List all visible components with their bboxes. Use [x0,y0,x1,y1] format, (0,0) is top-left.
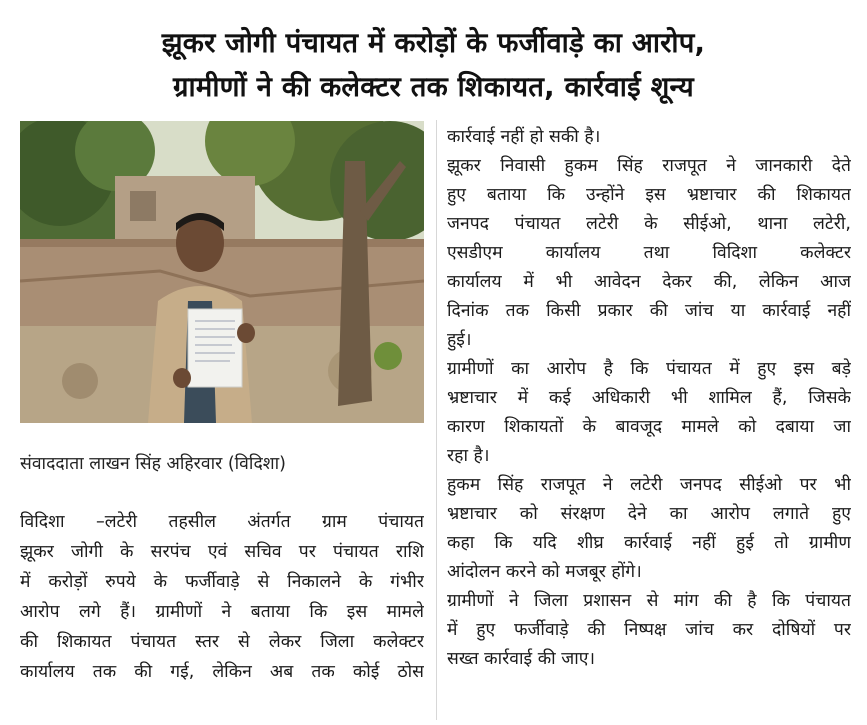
text-line: कहा कि यदि शीघ्र कार्रवाई नहीं हुई तो ग्रामीण [447,533,851,553]
text-line: कारण शिकायतों के बावजूद मामले को दबाया जा [447,417,851,437]
text-line: एसडीएम कार्यालय तथा विदिशा कलेक्टर [447,243,851,263]
headline-line-2: ग्रामीणों ने की कलेक्टर तक शिकायत, कार्रवाई शून्य [173,71,694,103]
reporter-caption: संवाददाता लाखन सिंह अहिरवार (विदिशा) [20,454,286,474]
text-line: झूकर जोगी के सरपंच एवं सचिव पर पंचायत राशि [20,542,424,562]
text-line: झूकर निवासी हुकम सिंह राजपूत ने जानकारी देते [447,156,851,176]
text-line: कार्यालय तक की गई, लेकिन अब तक कोई ठोस [20,662,424,682]
text-line: भ्रष्टाचार को संरक्षण देने का आरोप लगाते हुए [447,504,851,524]
text-line: हुए बताया कि उन्होंने इस भ्रष्टाचार की शिकायत [447,185,851,205]
news-photo [20,121,424,423]
text-line: कार्रवाई नहीं हो सकी है। [447,127,601,147]
text-line: जनपद पंचायत लटेरी के सीईओ, थाना लटेरी, [447,214,851,234]
text-line: आरोप लगे हैं। ग्रामीणों ने बताया कि इस मामले [20,602,424,622]
text-line: कार्यालय में भी आवेदन देकर की, लेकिन आज [447,272,851,292]
text-line: हुई। [447,330,472,350]
article-right-column [447,123,851,674]
text-line: रहा है। [447,446,490,466]
text-line: भ्रष्टाचार में कई अधिकारी भी शामिल हैं, जिसके [447,388,851,408]
text-line: ग्रामीणों ने जिला प्रशासन से मांग की है कि पंचायत [447,591,851,611]
text-line: में हुए फर्जीवाड़े की निष्पक्ष जांच कर दोषियों पर [447,620,851,640]
article-left-column [20,507,424,687]
column-divider [436,120,437,720]
text-line: में करोड़ों रुपये के फर्जीवाड़े से निकालने के गंभीर [20,572,424,592]
text-line: ग्रामीणों का आरोप है कि पंचायत में हुए इस बड़े [447,359,851,379]
text-line: दिनांक तक किसी प्रकार की जांच या कार्रवाई नहीं [447,301,851,321]
headline-line-1: झूकर जोगी पंचायत में करोड़ों के फर्जीवाड़े का आरोप, [161,27,706,59]
text-line: हुकम सिंह राजपूत ने लटेरी जनपद सीईओ पर भी [447,475,851,495]
text-line: की शिकायत पंचायत स्तर से लेकर जिला कलेक्टर [20,632,424,652]
text-line: सख्त कार्रवाई की जाए। [447,649,596,669]
text-line: विदिशा –लटेरी तहसील अंतर्गत ग्राम पंचायत [20,512,424,532]
text-line: आंदोलन करने को मजबूर होंगे। [447,562,642,582]
